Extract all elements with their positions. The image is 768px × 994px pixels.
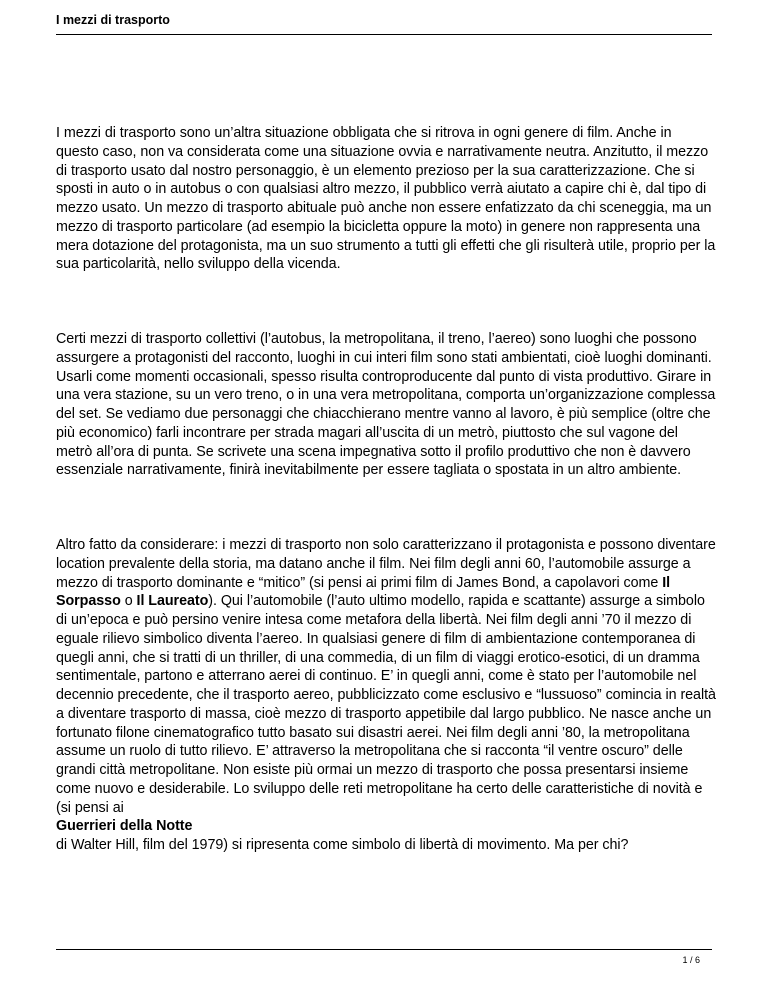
film-title-laureato: Il Laureato <box>136 593 209 610</box>
page-number: 1 / 6 <box>682 955 700 965</box>
paragraph-3 <box>56 536 716 855</box>
paragraph-3-connector: o <box>120 593 137 610</box>
page-footer <box>56 949 712 965</box>
paragraph-3-text: Altro fatto da considerare: i mezzi di trasporto non solo caratterizzano il protagonista e possono diventare location prevalente della storia, ma datano anche il film. Nei film degli anni 60, l’automobile assurge a mezzo di trasporto dominante e “mitico” (si pensi ai primi film di James Bond, a capolavori come <box>56 537 716 591</box>
film-title-guerrieri: Guerrieri della Notte <box>56 818 193 835</box>
paragraph-1: I mezzi di trasporto sono un’altra situazione obbligata che si ritrova in ogni genere di film. Anche in questo caso, non va considerata come una situazione ovvia e narrativamente neutra. Anzitutto, il mezzo di trasporto usato dal nostro personaggio, è un elemento prezioso per la sua caratterizzazione. Che si sposti in auto o in autobus o con qualsiasi altro mezzo, il pubblico verrà aiutato a capire chi è, dal tipo di mezzo usato. Un mezzo di trasporto abituale può anche non essere enfatizzato da chi sceneggia, ma un mezzo di trasporto particolare (ad esempio la bicicletta oppure la moto) in genere non rappresenta una mera dotazione del protagonista, ma un suo strumento a tutti gli effetti che gli risulterà utile, proprio per la sua particolarità, nello sviluppo della vicenda. <box>56 125 716 273</box>
document-body <box>56 124 716 855</box>
paragraph-2: Certi mezzi di trasporto collettivi (l’autobus, la metropolitana, il treno, l’aereo) sono luoghi che possono assurgere a protagonisti del racconto, luoghi in cui interi film sono stati ambientati, cioè luoghi dominanti. Usarli come momenti occasionali, spesso risulta controproducente dal punto di vista produttivo. Girare in una vera stazione, su un vero treno, o in una vera metropolitana, comporta un’organizzazione complessa del set. Se vediamo due personaggi che chiacchierano mentre vanno al lavoro, è più semplice (oltre che più economico) farli incontrare per strada magari all’uscita di un metrò, piuttosto che sul vagone del metrò all’ora di punta. Se scrivete una scena impegnativa sotto il profilo produttivo che non è davvero essenziale narrativamente, finirà inevitabilmente per essere tagliata o spostata in un altro ambiente. <box>56 331 716 479</box>
paragraph-3-text: di Walter Hill, film del 1979) si ripresenta come simbolo di libertà di movimento. Ma per chi? <box>56 837 629 853</box>
page-header <box>56 10 712 35</box>
paragraph-3-text: ). Qui l’automobile (l’auto ultimo modello, rapida e scattante) assurge a simbolo di un’epoca e può persino venire intesa come metafora della libertà. Nei film degli anni ’70 il mezzo di eguale rilievo simbolico diventa l’aereo. In qualsiasi genere di film di ambientazione contemporanea di quegli anni, che si tratti di un thriller, di una commedia, di un film di viaggi erotico-esotici, di un dramma sentimentale, partono e atterrano aerei di continuo. E’ in quegli anni, come è stato per l’automobile nel decennio precedente, che il trasporto aereo, pubblicizzato come esclusivo e “lussuoso” comincia in realtà a diventare trasporto di massa, cioè mezzo di trasporto appetibile dal largo pubblico. Ne nasce anche un fortunato filone cinematografico tutto basato sui disastri aerei. Nei film degli anni ’80, la metropolitana assume un ruolo di tutto rilievo. E’ attraverso la metropolitana che si racconta “il ventre oscuro” delle grandi città metropolitane. Non esiste più ormai un mezzo di trasporto che possa presentarsi insieme come nuovo e desiderabile. Lo sviluppo delle reti metropolitane ha certo delle caratteristiche di novità e (si pensi ai <box>56 593 716 816</box>
paragraph-spacer <box>56 480 716 536</box>
paragraph-spacer <box>56 274 716 330</box>
document-title: I mezzi di trasporto <box>56 13 170 27</box>
film-title-sorpasso: Il Sorpasso <box>56 574 671 610</box>
